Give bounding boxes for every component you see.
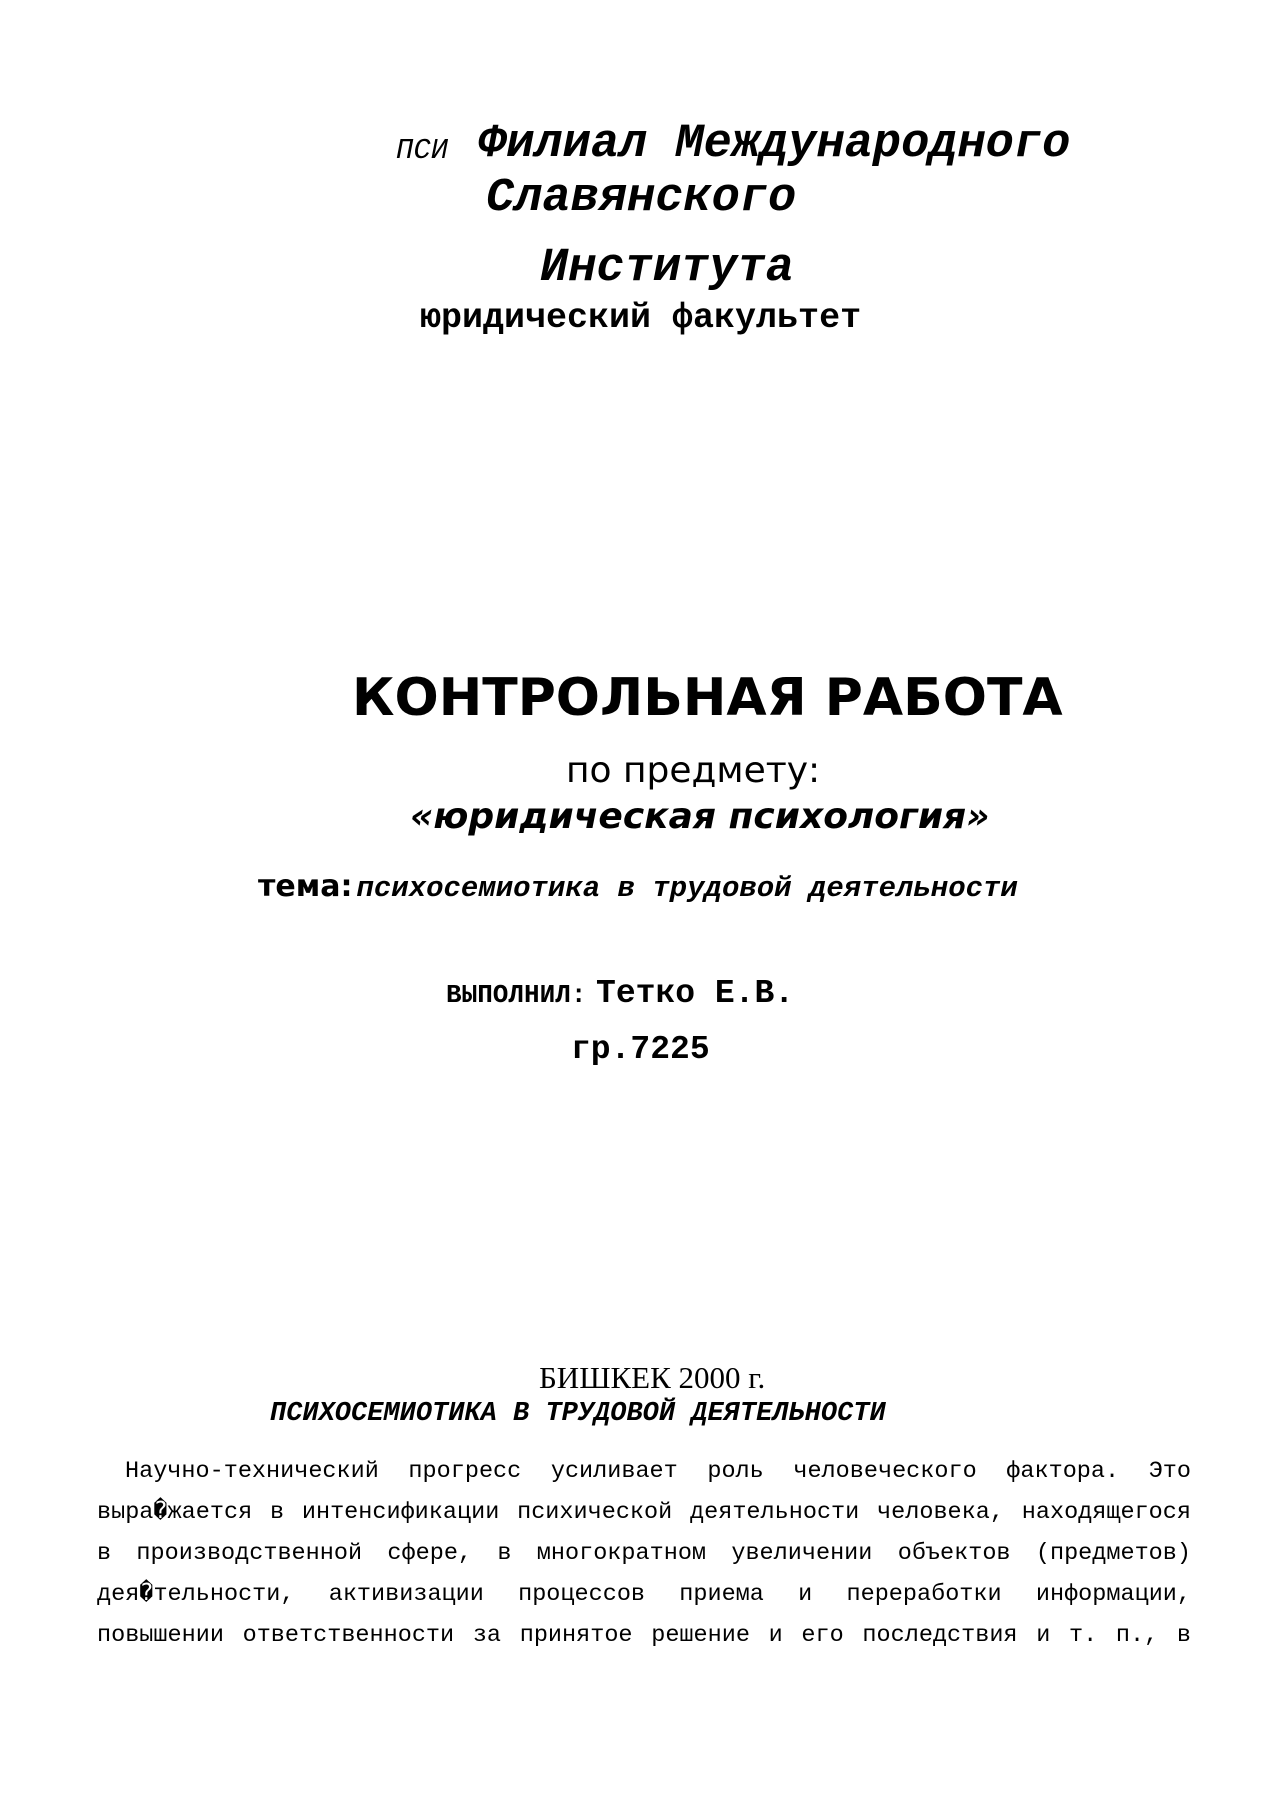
author-line bbox=[446, 975, 794, 1012]
essay-title: ПСИХОСЕМИОТИКА В ТРУДОВОЙ ДЕЯТЕЛЬНОСТИ bbox=[270, 1399, 886, 1429]
essay-body bbox=[97, 1451, 1191, 1656]
institution-name-line2: Славянского bbox=[486, 172, 797, 225]
essay-line: в производственной сфере, в многократном увеличении объектов (предметов) bbox=[97, 1540, 1191, 1567]
institution-name-line1: Филиал Международного bbox=[478, 118, 1071, 171]
city-year: БИШКЕК 2000 г. bbox=[539, 1360, 766, 1395]
document-title: КОНТРОЛЬНАЯ РАБОТА bbox=[352, 668, 1063, 728]
theme-line bbox=[258, 869, 1018, 905]
author-name: Тетко Е.В. bbox=[596, 975, 795, 1012]
author-label: ВЫПОЛНИЛ: bbox=[446, 980, 587, 1010]
essay-line: выра�жается в интенсификации психической деятельности человека, находящегося bbox=[97, 1499, 1191, 1526]
by-subject-label: по предмету: bbox=[566, 750, 821, 791]
essay-line: повышении ответственности за принятое решение и его последствия и т. п., в bbox=[97, 1622, 1191, 1649]
header-prefix: ПСИ bbox=[396, 134, 449, 167]
theme-label: тема: bbox=[258, 869, 353, 904]
institution-name-line3: Института bbox=[540, 242, 794, 295]
essay-line: Научно-технический прогресс усиливает роль человеческого фактора. Это bbox=[125, 1458, 1191, 1485]
author-group: гр.7225 bbox=[571, 1031, 710, 1068]
faculty-name: юридический факультет bbox=[420, 298, 862, 338]
theme-value: психосемиотика в трудовой деятельности bbox=[356, 872, 1018, 905]
essay-line: дея�тельности, активизации процессов приема и переработки информации, bbox=[97, 1581, 1191, 1608]
subject-name: «юридическая психология» bbox=[410, 796, 990, 837]
